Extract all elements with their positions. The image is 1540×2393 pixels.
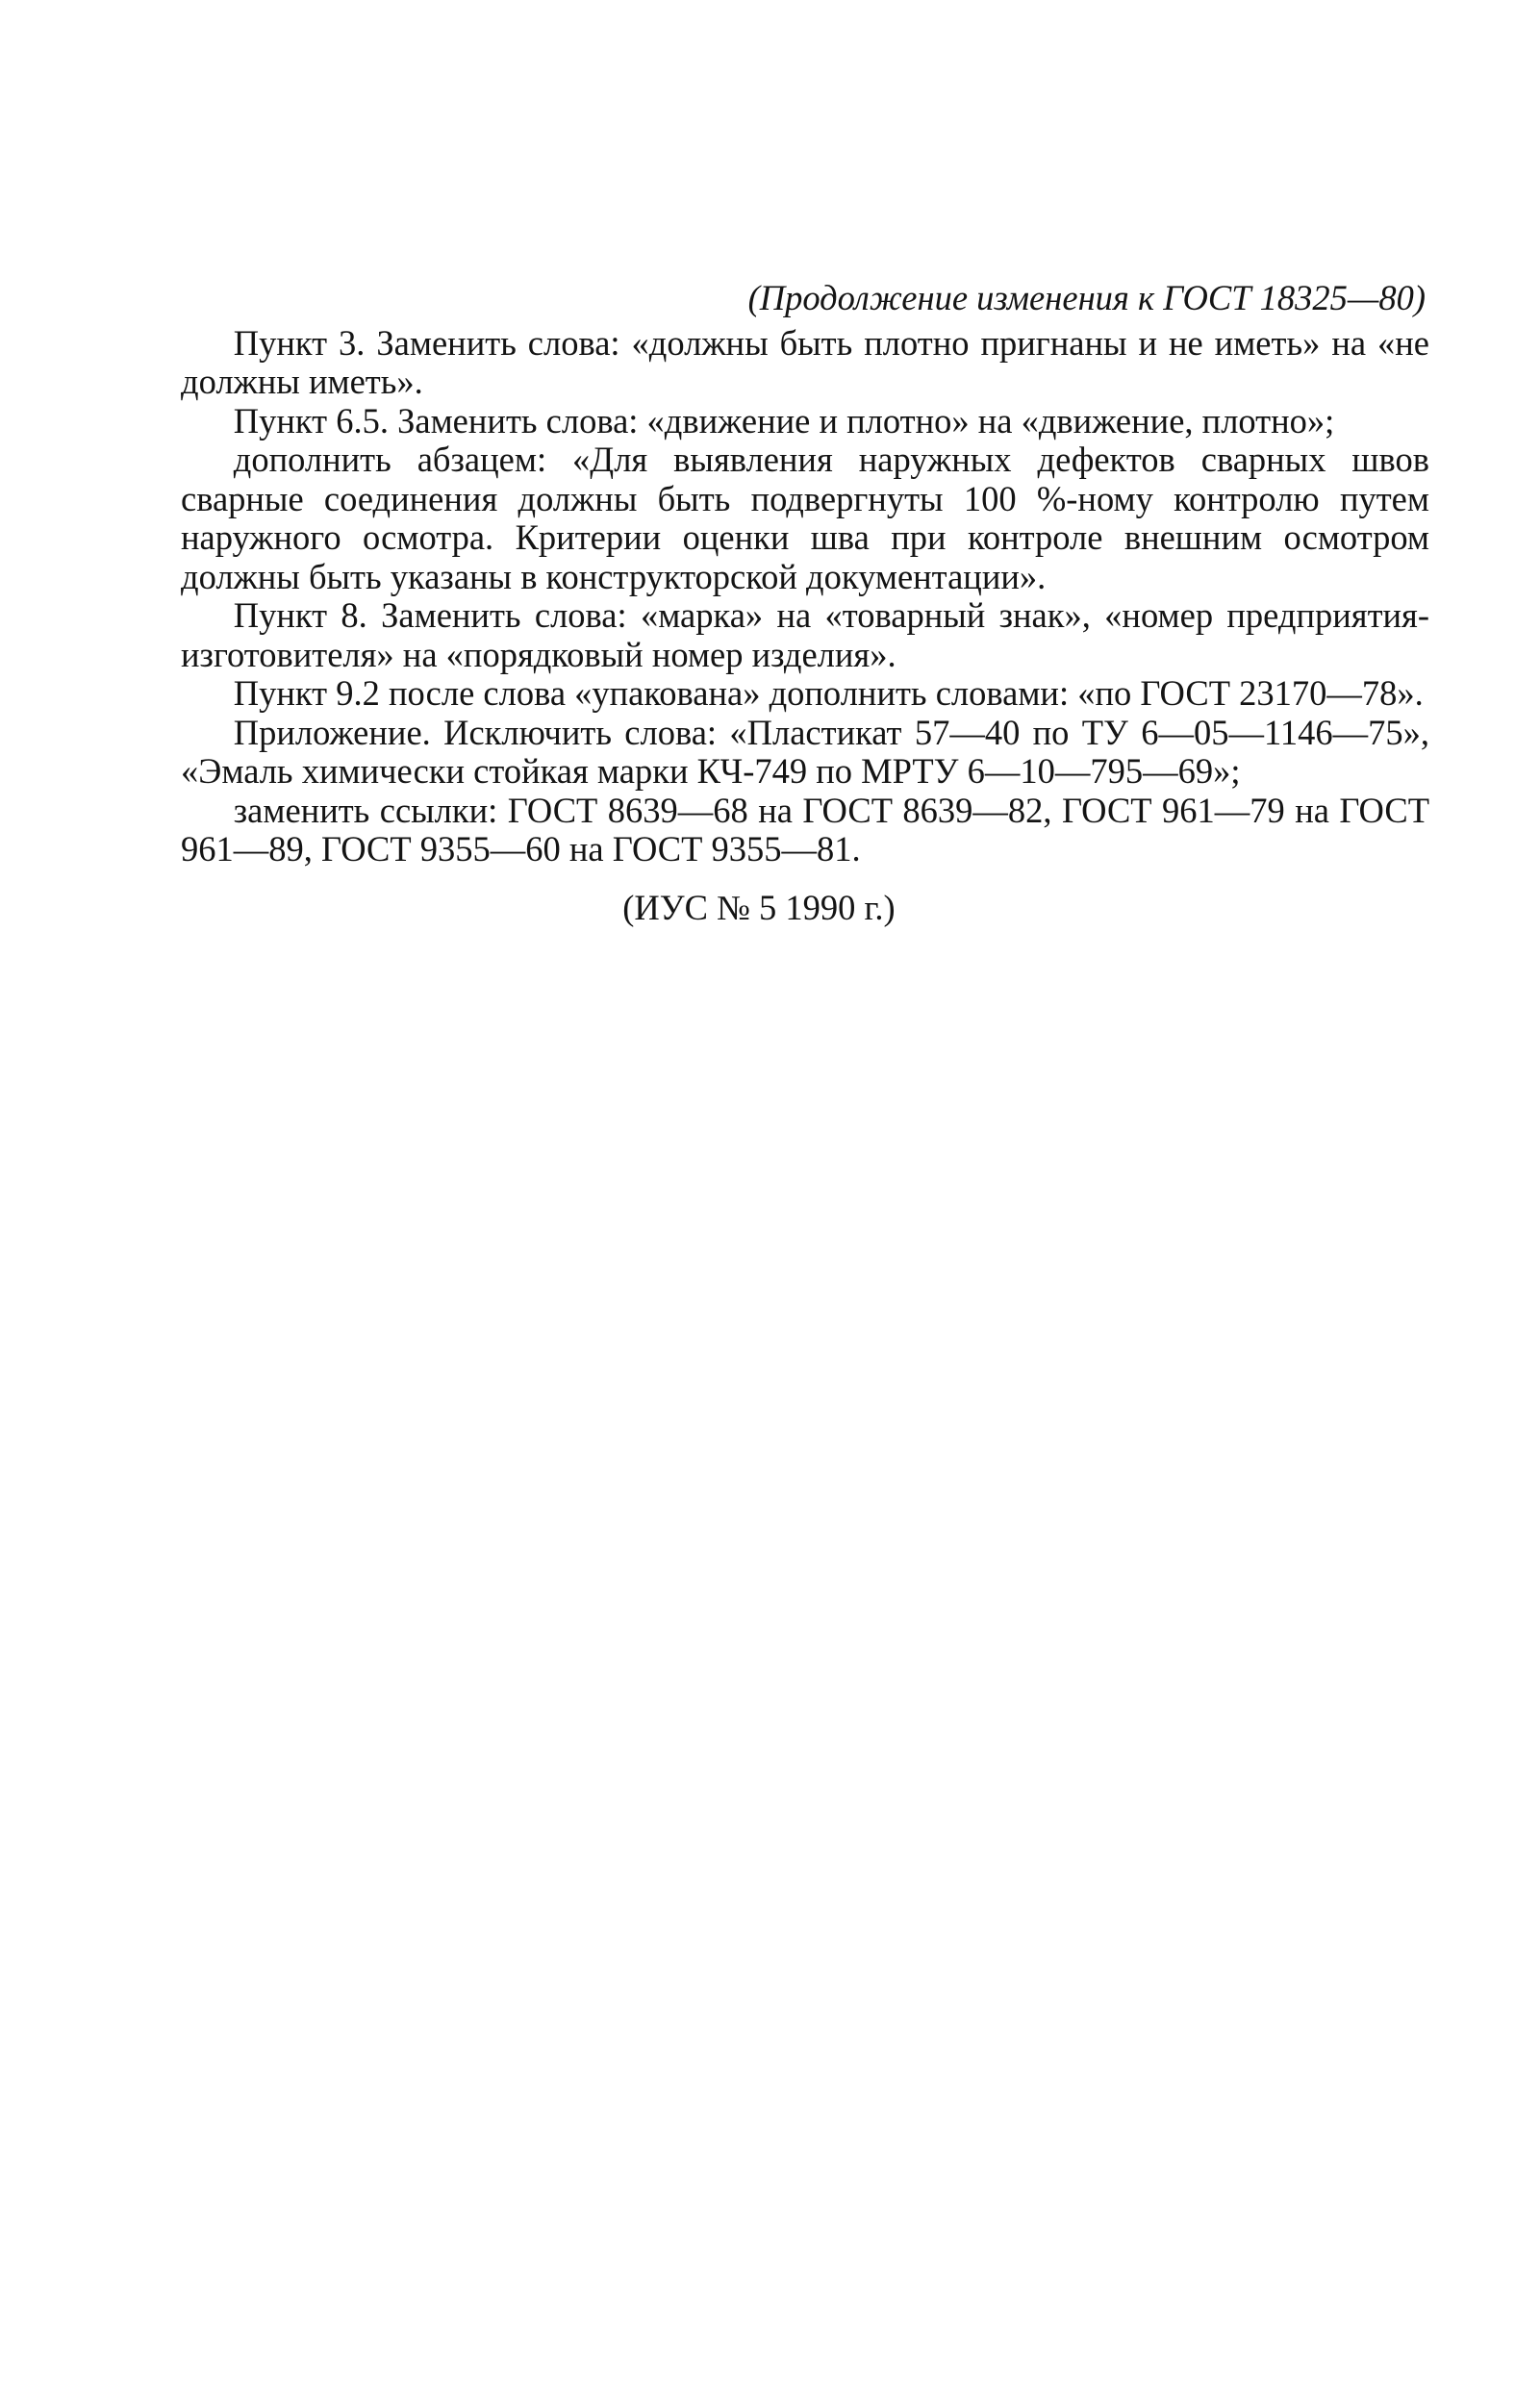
amendment-text-block xyxy=(181,279,1429,927)
paragraph-text: дополнить абзацем: «Для выявления наружных дефектов сварных швов сварные соединения должны быть подвергнуты 100 %-ному контролю путем наружного осмотра. Критерии оценки шва при контроле внешним осмотром должны быть указаны в конструкторской документации». xyxy=(181,440,1429,596)
paragraph-text: Пункт 9.2 после слова «упакована» дополнить словами: «по ГОСТ 23170—78». xyxy=(233,673,1424,713)
paragraph-references xyxy=(181,792,1429,869)
paragraph-text: Пункт 6.5. Заменить слова: «движение и плотно» на «движение, плотно»; xyxy=(233,400,1335,441)
ius-reference: (ИУС № 5 1990 г.) xyxy=(622,887,896,927)
paragraph-text: Пункт 8. Заменить слова: «марка» на «товарный знак», «номер предприятия-изготовителя» на «порядковый номер изделия». xyxy=(181,595,1429,674)
paragraph-addition xyxy=(181,441,1429,596)
paragraph-item-9-2 xyxy=(181,674,1429,714)
paragraph-text: заменить ссылки: ГОСТ 8639—68 на ГОСТ 8639—82, ГОСТ 961—79 на ГОСТ 961—89, ГОСТ 9355—60 на ГОСТ 9355—81. xyxy=(181,790,1429,869)
paragraph-text: Приложение. Исключить слова: «Пластикат 57—40 по ТУ 6—05—1146—75», «Эмаль химически стойкая марки КЧ-749 по МРТУ 6—10—795—69»; xyxy=(181,712,1429,791)
paragraph-text: Пункт 3. Заменить слова: «должны быть плотно пригнаны и не иметь» на «не должны иметь». xyxy=(181,322,1429,401)
paragraph-item-6-5 xyxy=(181,402,1429,441)
paragraph-appendix xyxy=(181,714,1429,792)
paragraph-item-8 xyxy=(181,596,1429,674)
continuation-heading: (Продолжение изменения к ГОСТ 18325—80) xyxy=(747,278,1426,317)
paragraph-item-3 xyxy=(181,324,1429,402)
